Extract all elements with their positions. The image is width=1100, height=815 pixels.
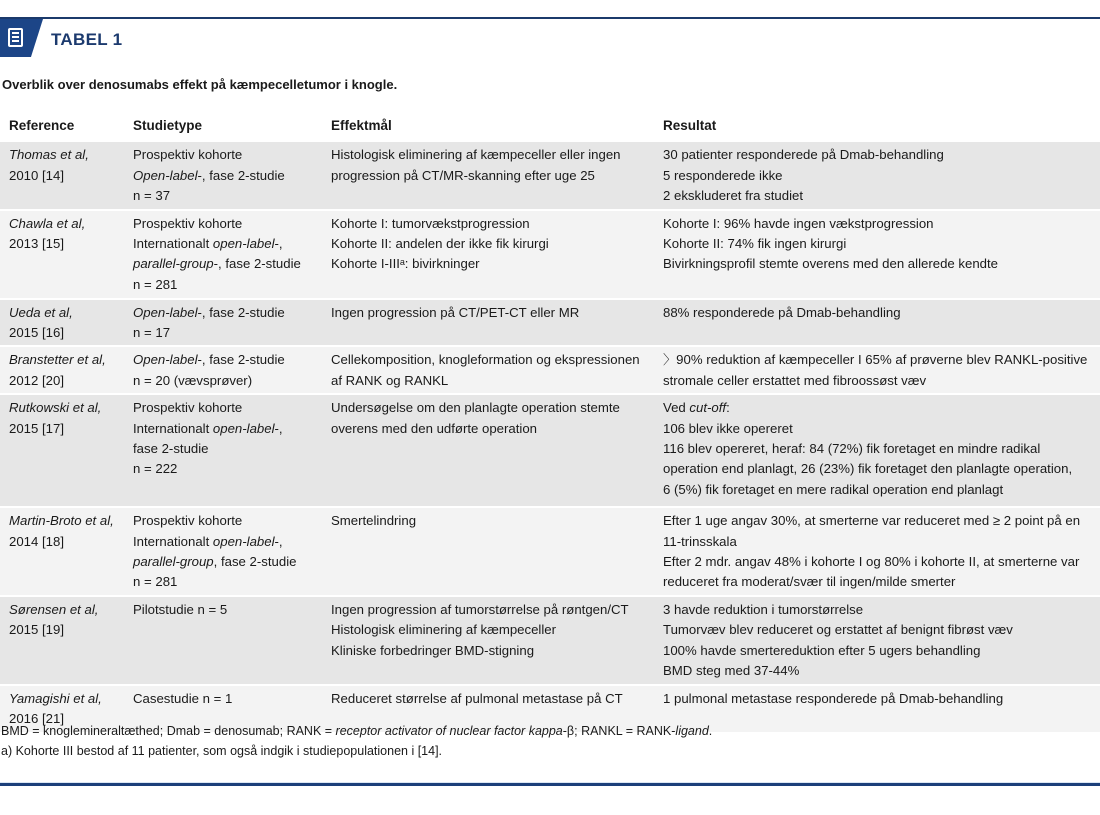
resultat-line: 100% havde smertereduktion efter 5 ugers behandling	[663, 642, 981, 658]
cell-effektmaal	[327, 394, 659, 507]
cell-effektmaal	[327, 596, 659, 685]
studietype-line: n = 37	[133, 188, 171, 204]
effektmaal-line: Histologisk eliminering af kæmpeceller eller ingen	[331, 147, 621, 163]
footnotes	[1, 721, 712, 761]
bottom-rule	[0, 782, 1100, 786]
reference-author	[9, 398, 125, 418]
resultat-line: Kohorte I: 96% havde ingen vækstprogression	[663, 215, 934, 231]
cell-studietype	[129, 299, 327, 347]
cell-resultat	[659, 210, 1100, 299]
reference-year: 2016 [21]	[9, 710, 64, 726]
reference-author	[9, 600, 125, 620]
italic-term: receptor activator of nuclear factor kappa	[335, 724, 563, 738]
resultat-line: 116 blev opereret, heraf: 84 (72%) fik foretaget en mindre radikal	[663, 441, 1041, 457]
resultat-line: reduceret fra moderat/svær til ingen/milde smerter	[663, 574, 956, 590]
cell-resultat	[659, 596, 1100, 685]
italic-term: Open-label	[133, 167, 198, 183]
reference-author	[9, 689, 125, 709]
cell-reference	[0, 596, 129, 685]
cell-resultat	[659, 141, 1100, 209]
cell-effektmaal	[327, 210, 659, 299]
author-name: Chawla et al,	[9, 215, 86, 231]
effektmaal-line: Kohorte II: andelen der ikke fik kirurgi	[331, 236, 549, 252]
cell-studietype	[129, 346, 327, 394]
cell-studietype	[129, 596, 327, 685]
top-rule	[0, 17, 1100, 19]
cell-studietype	[129, 507, 327, 596]
reference-author	[9, 303, 125, 323]
table-row	[0, 346, 1100, 394]
resultat-line: stromale celler erstattet med fibroossøst væv	[663, 372, 927, 388]
reference-year: 2010 [14]	[9, 167, 64, 183]
studietype-line: Open-label-, fase 2-studie	[133, 352, 285, 368]
abbreviations-note: BMD = knoglemineraltæthed; Dmab = denosumab; RANK = receptor activator of nuclear factor kappa-β; RANKL = RANK-ligand.	[1, 724, 713, 738]
cell-effektmaal	[327, 299, 659, 347]
italic-term: cut-off	[689, 400, 727, 416]
author-name: Rutkowski et al,	[9, 400, 102, 416]
reference-year: 2015 [17]	[9, 420, 64, 436]
table-caption: Overblik over denosumabs effekt på kæmpecelletumor i knogle.	[2, 77, 398, 92]
column-header-effektmaal: Effektmål	[331, 118, 392, 133]
table-row	[0, 394, 1100, 507]
studietype-line: Internationalt open-label-,	[133, 533, 283, 549]
cell-reference	[0, 141, 129, 209]
studietype-line: n = 20 (vævsprøver)	[133, 372, 253, 388]
reference-author	[9, 511, 125, 531]
effektmaal-line: Undersøgelse om den planlagte operation stemte	[331, 400, 620, 416]
table-row	[0, 141, 1100, 209]
table-row	[0, 507, 1100, 596]
cell-reference	[0, 507, 129, 596]
cell-effektmaal	[327, 141, 659, 209]
effektmaal-line: Smertelindring	[331, 513, 417, 529]
resultat-line: BMD steg med 37-44%	[663, 663, 800, 679]
studies-table	[0, 112, 1100, 732]
effektmaal-line: Ingen progression af tumorstørrelse på røntgen/CT	[331, 601, 629, 617]
table-row	[0, 596, 1100, 685]
cell-resultat	[659, 346, 1100, 394]
author-name: Martin-Broto et al,	[9, 513, 114, 529]
table-row	[0, 299, 1100, 347]
author-name: Thomas et al,	[9, 147, 89, 163]
studietype-line: n = 281	[133, 276, 178, 292]
resultat-line: operation end planlagt, 26 (23%) fik foretaget den planlagte operation,	[663, 461, 1073, 477]
resultat-line: Efter 1 uge angav 30%, at smerterne var reduceret med ≥ 2 point på en	[663, 513, 1081, 529]
italic-term: parallel-group	[133, 256, 214, 272]
resultat-line: 〉90% reduktion af kæmpeceller I 65% af prøverne blev RANKL-positive	[663, 352, 1088, 368]
resultat-line: Tumorvæv blev reduceret og erstattet af benignt fibrøst væv	[663, 622, 1013, 638]
cell-resultat	[659, 507, 1100, 596]
resultat-line: 6 (5%) fik foretaget en mere radikal operation end planlagt	[663, 481, 1004, 497]
effektmaal-line: progression på CT/MR-skanning efter uge 25	[331, 167, 595, 183]
table-header-row	[0, 112, 1100, 141]
cell-effektmaal	[327, 346, 659, 394]
italic-term: open-label	[212, 236, 275, 252]
author-name: Yamagishi et al,	[9, 690, 102, 706]
effektmaal-line: Histologisk eliminering af kæmpeceller	[331, 622, 557, 638]
studietype-line: n = 17	[133, 325, 171, 341]
studietype-line: Open-label-, fase 2-studie	[133, 304, 285, 320]
resultat-intro: Ved cut-off:	[663, 400, 730, 416]
cell-resultat	[659, 394, 1100, 507]
resultat-line: 30 patienter responderede på Dmab-behandling	[663, 147, 944, 163]
italic-term: Open-label	[133, 304, 198, 320]
cell-reference	[0, 210, 129, 299]
resultat-line: 5 responderede ikke	[663, 167, 783, 183]
reference-year: 2013 [15]	[9, 236, 64, 252]
resultat-line: 106 blev ikke opereret	[663, 420, 793, 436]
studietype-line: Prospektiv kohorte	[133, 215, 243, 231]
resultat-line: Kohorte II: 74% fik ingen kirurgi	[663, 236, 847, 252]
italic-term: Open-label	[133, 352, 198, 368]
studietype-line: Prospektiv kohorte	[133, 400, 243, 416]
studietype-line: parallel-group, fase 2-studie	[133, 554, 297, 570]
effektmaal-line: Kohorte I-IIIᵃ: bivirkninger	[331, 256, 480, 272]
document-icon	[8, 28, 23, 47]
resultat-line: 11-trinsskala	[663, 533, 737, 549]
resultat-line: 1 pulmonal metastase responderede på Dmab-behandling	[663, 690, 1004, 706]
table-title: TABEL 1	[51, 30, 123, 49]
reference-author	[9, 350, 125, 370]
effektmaal-line: Reduceret størrelse af pulmonal metastase på CT	[331, 690, 623, 706]
resultat-line: 2 ekskluderet fra studiet	[663, 188, 804, 204]
effektmaal-line: Ingen progression på CT/PET-CT eller MR	[331, 304, 580, 320]
cell-effektmaal	[327, 507, 659, 596]
column-header-studietype: Studietype	[133, 118, 203, 133]
resultat-line: 3 havde reduktion i tumorstørrelse	[663, 601, 864, 617]
cell-resultat	[659, 299, 1100, 347]
reference-year: 2014 [18]	[9, 533, 64, 549]
table-body	[0, 141, 1100, 731]
studietype-line: fase 2-studie	[133, 441, 209, 457]
italic-term: ligand	[675, 724, 709, 738]
effektmaal-line: Kohorte I: tumorvækstprogression	[331, 215, 530, 231]
cell-reference	[0, 299, 129, 347]
studietype-line: Pilotstudie n = 5	[133, 601, 228, 617]
table-row	[0, 210, 1100, 299]
italic-term: parallel-group	[133, 554, 214, 570]
reference-author	[9, 145, 125, 165]
author-name: Branstetter et al,	[9, 352, 106, 368]
studietype-line: Internationalt open-label-,	[133, 236, 283, 252]
cell-resultat	[659, 685, 1100, 732]
author-name: Sørensen et al,	[9, 601, 99, 617]
resultat-line: Bivirkningsprofil stemte overens med den allerede kendte	[663, 256, 998, 272]
reference-year: 2012 [20]	[9, 372, 64, 388]
studietype-line: parallel-group-, fase 2-studie	[133, 256, 301, 272]
effektmaal-line: af RANK og RANKL	[331, 372, 449, 388]
studietype-line: n = 281	[133, 574, 178, 590]
effektmaal-line: Kliniske forbedringer BMD-stigning	[331, 642, 535, 658]
reference-year: 2015 [16]	[9, 325, 64, 341]
author-name: Ueda et al,	[9, 304, 73, 320]
studietype-line: Open-label-, fase 2-studie	[133, 167, 285, 183]
italic-term: open-label	[212, 533, 275, 549]
cell-studietype	[129, 210, 327, 299]
studietype-line: Casestudie n = 1	[133, 690, 233, 706]
cell-studietype	[129, 394, 327, 507]
reference-year: 2015 [19]	[9, 622, 64, 638]
reference-author	[9, 214, 125, 234]
footnote-a: a) Kohorte III bestod af 11 patienter, som også indgik i studiepopulationen i [14].	[1, 744, 443, 758]
resultat-line: 88% responderede på Dmab-behandling	[663, 304, 901, 320]
cell-reference	[0, 394, 129, 507]
effektmaal-line: Cellekomposition, knogleformation og ekspressionen	[331, 352, 640, 368]
cell-studietype	[129, 141, 327, 209]
studietype-line: Prospektiv kohorte	[133, 147, 243, 163]
resultat-line: Efter 2 mdr. angav 48% i kohorte I og 80% i kohorte II, at smerterne var	[663, 554, 1080, 570]
studietype-line: Prospektiv kohorte	[133, 513, 243, 529]
italic-term: open-label	[212, 420, 275, 436]
effektmaal-line: overens med den udførte operation	[331, 420, 537, 436]
studietype-line: Internationalt open-label-,	[133, 420, 283, 436]
column-header-reference: Reference	[9, 118, 75, 133]
cell-reference	[0, 346, 129, 394]
column-header-resultat: Resultat	[663, 118, 717, 133]
studietype-line: n = 222	[133, 461, 178, 477]
